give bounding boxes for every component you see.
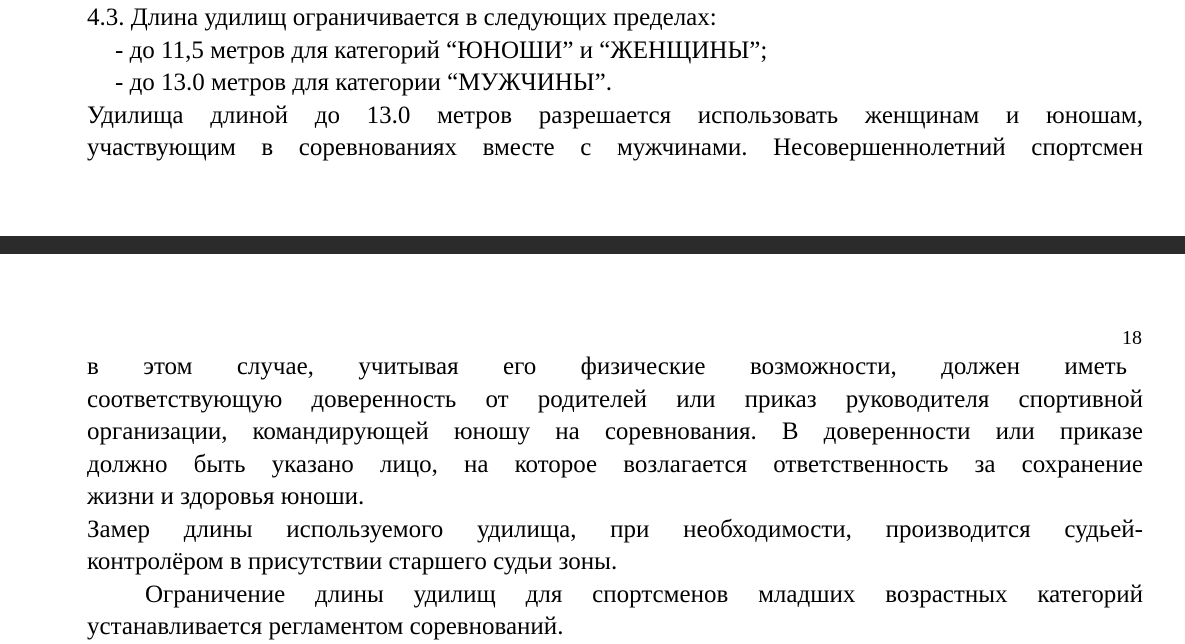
section-heading: 4.3. Длина удилищ ограничивается в следующих пределах: bbox=[87, 4, 717, 31]
paragraph-line: устанавливается регламентом соревнований. bbox=[87, 613, 564, 640]
top-page-text bbox=[87, 2, 1143, 165]
paragraph-line: должно быть указано лицо, на которое возлагается ответственность за сохранение bbox=[87, 450, 1143, 478]
paragraph-line: в этом случае, учитывая его физические возможности, должен иметь bbox=[87, 353, 1127, 380]
list-item: - до 11,5 метров для категорий “ЮНОШИ” и “ЖЕНЩИНЫ”; bbox=[115, 36, 768, 64]
paragraph-line: жизни и здоровья юноши. bbox=[87, 483, 365, 510]
document-page-top bbox=[0, 0, 1185, 236]
paragraph-line: контролёром в присутствии старшего судьи зоны. bbox=[87, 548, 618, 575]
paragraph-line: Удилища длиной до 13.0 метров разрешается использовать женщинам и юношам, bbox=[87, 101, 1143, 129]
paragraph-line: организации, командирующей юношу на соревнования. В доверенности или приказе bbox=[87, 418, 1143, 445]
bottom-page-text bbox=[87, 351, 1143, 644]
list-item: - до 13.0 метров для категории “МУЖЧИНЫ”. bbox=[115, 69, 612, 96]
paragraph-line: Замер длины используемого удилища, при необходимости, производится судьей- bbox=[87, 515, 1143, 543]
paragraph-line: Ограничение длины удилищ для спортсменов младших возрастных категорий bbox=[145, 580, 1143, 608]
paragraph-line: соответствующую доверенность от родителей или приказ руководителя спортивной bbox=[87, 385, 1143, 413]
page-separator bbox=[0, 236, 1185, 254]
paragraph-line: участвующим в соревнованиях вместе с мужчинами. Несовершеннолетний спортсмен bbox=[87, 134, 1143, 161]
page-number: 18 bbox=[1122, 327, 1142, 349]
